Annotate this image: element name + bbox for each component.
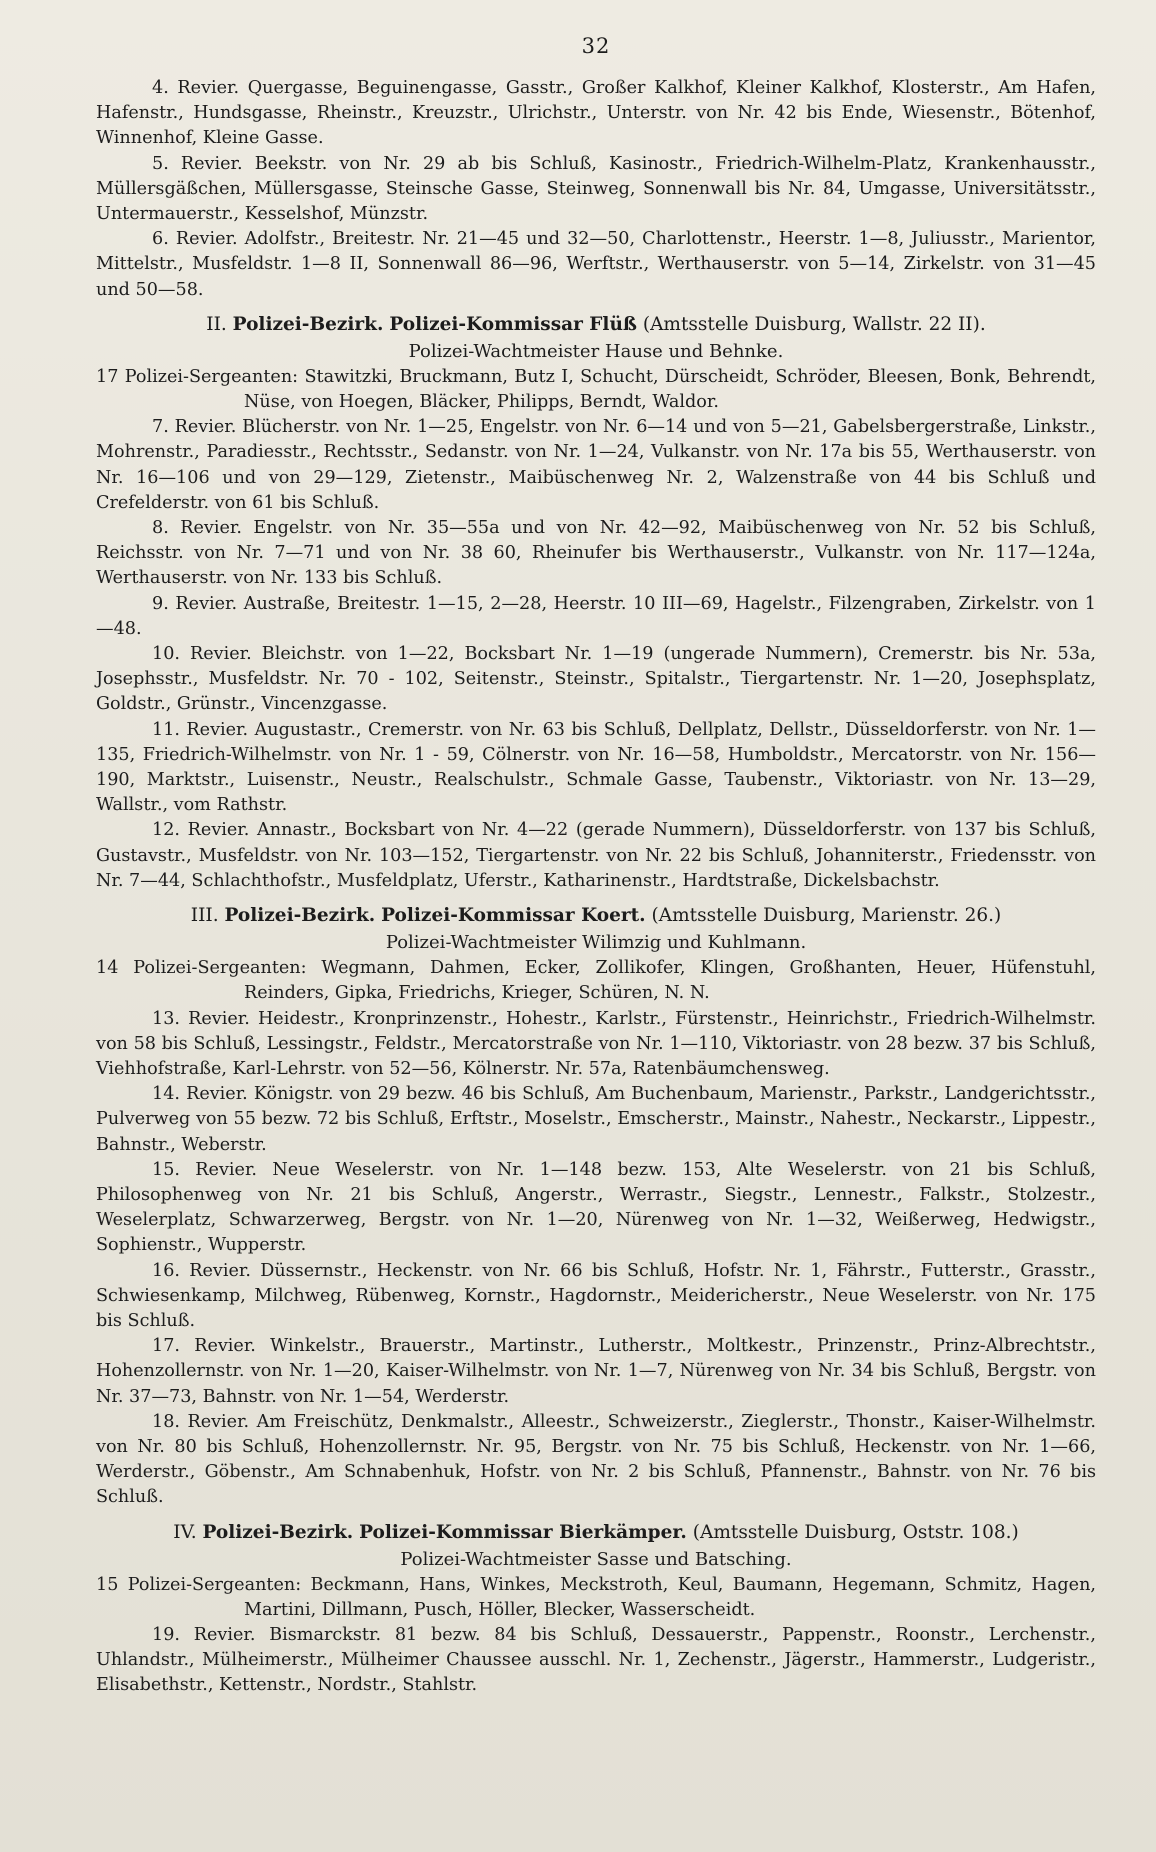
revier-4: 4. Revier. Quergasse, Beguinengasse, Gasstr., Großer Kalkhof, Kleiner Kalkhof, Klosterstr., Am Hafen, Hafenstr., Hundsgasse, Rheinstr., Kreuzstr., Ulrichstr., Unterstr. von Nr. 42 bis Ende, Wiesenstr., Bötenhof, Winnenhof, Kleine Gasse. (96, 78, 1096, 149)
revier-16: 16. Revier. Düssernstr., Heckenstr. von Nr. 66 bis Schluß, Hofstr. Nr. 1, Fährstr., Futterstr., Grasstr., Schwiesenkamp, Milchweg, Rübenweg, Kornstr., Hagdornstr., Meidericherstr., Neue Weselerstr. von Nr. 175 bis Schluß. (96, 1260, 1096, 1331)
revier-8: 8. Revier. Engelstr. von Nr. 35—55a und von Nr. 42—92, Maibüschenweg von Nr. 52 bis Schluß, Reichsstr. von Nr. 7—71 und von Nr. 38 60, Rheinufer bis Werthauserstr., Vulkanstr. von Nr. 117—124a, Werthauserstr. von Nr. 133 bis Schluß. (96, 518, 1096, 589)
bezirk-3-sergeanten: 14 Polizei-Sergeanten: Wegmann, Dahmen, Ecker, Zollikofer, Klingen, Großhanten, Heuer, Hüfenstuhl, Reinders, Gipka, Friedrichs, Krieger, Schüren, N. N. (96, 958, 1096, 1004)
bezirk-3-number: III. (190, 905, 219, 927)
bezirk-2-number: II. (206, 313, 227, 335)
bezirk-3-amtsstelle: (Amtsstelle Duisburg, Marienstr. 26.) (651, 905, 1002, 927)
bezirk-4-number: IV. (173, 1521, 197, 1543)
bezirk-3-title: Polizei-Bezirk. (224, 905, 376, 927)
revier-13: 13. Revier. Heidestr., Kronprinzenstr., Hohestr., Karlstr., Fürstenstr., Heinrichstr., Friedrich-Wilhelmstr. von 58 bis Schluß, Lessingstr., Feldstr., Mercatorstraße von Nr. 1—110, Viktoriastr. von 28 bezw. 37 bis Schluß, Viehhofstraße, Karl-Lehrstr. von 52—56, Kölnerstr. Nr. 57a, Ratenbäumchensweg. (96, 1008, 1096, 1079)
revier-5: 5. Revier. Beekstr. von Nr. 29 ab bis Schluß, Kasinostr., Friedrich-Wilhelm-Platz, Krankenhausstr., Müllersgäßchen, Müllersgasse, Steinsche Gasse, Steinweg, Sonnenwall bis Nr. 84, Umgasse, Universitätsstr., Untermauerstr., Kesselshof, Münzstr. (96, 153, 1096, 225)
bezirk-4-title: Polizei-Bezirk. (202, 1521, 354, 1543)
revier-7: 7. Revier. Blücherstr. von Nr. 1—25, Engelstr. von Nr. 6—14 und von 5—21, Gabelsbergerstraße, Linkstr., Mohrenstr., Paradiesstr., Rechtsstr., Sedanstr. von Nr. 1—24, Vulkanstr. von Nr. 17a bis 55, Werthauserstr. von Nr. 16—106 und von 29—129, Zietenstr., Maibüschenweg Nr. 2, Walzenstraße von 44 bis Schluß und Crefelderstr. von 61 bis Schluß. (96, 417, 1096, 513)
bezirk-2-wachtmeister: Polizei-Wachtmeister Hause und Behnke. (408, 340, 784, 362)
revier-19: 19. Revier. Bismarckstr. 81 bezw. 84 bis Schluß, Dessauerstr., Pappenstr., Roonstr., Lerchenstr., Uhlandstr., Mülheimerstr., Mülheimer Chaussee ausschl. Nr. 1, Zechenstr., Jägerstr., Hammerstr., Ludgeristr., Elisabethstr., Kettenstr., Nordstr., Stahlstr. (96, 1624, 1096, 1696)
bezirk-2-title: Polizei-Bezirk. (232, 313, 384, 335)
revier-12: 12. Revier. Annastr., Bocksbart von Nr. 4—22 (gerade Nummern), Düsseldorferstr. von 137 bis Schluß, Gustavstr., Musfeldstr. von Nr. 103—152, Tiergartenstr. von Nr. 22 bis Schluß, Johanniterstr., Friedensstr. von Nr. 7—44, Schlachthofstr., Musfeldplatz, Uferstr., Katharinenstr., Hardtstraße, Dickelsbachstr. (96, 820, 1096, 891)
revier-17: 17. Revier. Winkelstr., Brauerstr., Martinstr., Lutherstr., Moltkestr., Prinzenstr., Prinz-Albrechtstr., Hohenzollernstr. von Nr. 1—20, Kaiser-Wilhelmstr. von Nr. 1—7, Nürenweg von Nr. 34 bis Schluß, Bergstr. von Nr. 37—73, Bahnstr. von Nr. 1—54, Werderstr. (96, 1336, 1096, 1407)
revier-9: 9. Revier. Austraße, Breitestr. 1—15, 2—28, Heerstr. 10 III—69, Hagelstr., Filzengraben, Zirkelstr. von 1—48. (96, 593, 1096, 639)
bezirk-4-amtsstelle: (Amtsstelle Duisburg, Oststr. 108.) (692, 1521, 1019, 1543)
page-number: 32 (581, 34, 611, 58)
bezirk-4-kommissar: Polizei-Kommissar Bierkämper. (359, 1521, 687, 1543)
revier-14: 14. Revier. Königstr. von 29 bezw. 46 bis Schluß, Am Buchenbaum, Marienstr., Parkstr., Landgerichtsstr., Pulverweg von 55 bezw. 72 bis Schluß, Erftstr., Moselstr., Emscherstr., Mainstr., Nahestr., Neckarstr., Lippestr., Bahnstr., Weberstr. (96, 1084, 1096, 1155)
bezirk-2-sergeanten: 17 Polizei-Sergeanten: Stawitzki, Bruckmann, Butz I, Schucht, Dürscheidt, Schröder, Bleesen, Bonk, Behrendt, Nüse, von Hoegen, Bläcker, Philipps, Berndt, Waldor. (96, 366, 1096, 413)
bezirk-2-amtsstelle: (Amtsstelle Duisburg, Wallstr. 22 II). (642, 313, 986, 335)
revier-10: 10. Revier. Bleichstr. von 1—22, Bocksbart Nr. 1—19 (ungerade Nummern), Cremerstr. bis Nr. 53a, Josephsstr., Musfeldstr. Nr. 70 - 102, Seitenstr., Steinstr., Spitalstr., Tiergartenstr. Nr. 1—20, Josephsplatz, Goldstr., Grünstr., Vincenzgasse. (96, 644, 1096, 715)
bezirk-4-heading (96, 1519, 1096, 1547)
bezirk-4-wachtmeister: Polizei-Wachtmeister Sasse und Batsching. (400, 1548, 792, 1570)
revier-15: 15. Revier. Neue Weselerstr. von Nr. 1—148 bezw. 153, Alte Weselerstr. von 21 bis Schluß, Philosophenweg von Nr. 21 bis Schluß, Angerstr., Werrastr., Siegstr., Lennestr., Falkstr., Stolzestr., Weselerplatz, Schwarzerweg, Bergstr. von Nr. 1—20, Nürenweg von Nr. 1—32, Weißerweg, Hedwigstr., Sophienstr., Wupperstr. (96, 1159, 1096, 1256)
revier-11: 11. Revier. Augustastr., Cremerstr. von Nr. 63 bis Schluß, Dellplatz, Dellstr., Düsseldorferstr. von Nr. 1—135, Friedrich-Wilhelmstr. von Nr. 1 - 59, Cölnerstr. von Nr. 16—58, Humboldstr., Mercatorstr. von Nr. 156—190, Marktstr., Luisenstr., Neustr., Realschulstr., Schmale Gasse, Taubenstr., Viktoriastr. von Nr. 13—29, Wallstr., vom Rathstr. (96, 719, 1096, 816)
bezirk-3-heading (96, 902, 1096, 930)
bezirk-2-kommissar: Polizei-Kommissar Flüß (389, 313, 637, 335)
bezirk-4-sergeanten: 15 Polizei-Sergeanten: Beckmann, Hans, Winkes, Meckstroth, Keul, Baumann, Hegemann, Schmitz, Hagen, Martini, Dillmann, Pusch, Höller, Blecker, Wasserscheidt. (96, 1574, 1096, 1620)
bezirk-3-kommissar: Polizei-Kommissar Koert. (381, 905, 646, 927)
revier-6: 6. Revier. Adolfstr., Breitestr. Nr. 21—45 und 32—50, Charlottenstr., Heerstr. 1—8, Juliusstr., Marientor, Mittelstr., Musfeldstr. 1—8 II, Sonnenwall 86—96, Werftstr., Werthauserstr. von 5—14, Zirkelstr. von 31—45 und 50—58. (96, 229, 1096, 300)
revier-18: 18. Revier. Am Freischütz, Denkmalstr., Alleestr., Schweizerstr., Zieglerstr., Thonstr., Kaiser-Wilhelmstr. von Nr. 80 bis Schluß, Hohenzollernstr. Nr. 95, Bergstr. von Nr. 75 bis Schluß, Heckenstr. von Nr. 1—66, Werderstr., Göbenstr., Am Schnabenhuk, Hofstr. von Nr. 2 bis Schluß, Pfannenstr., Bahnstr. von Nr. 76 bis Schluß. (96, 1411, 1096, 1508)
bezirk-2-heading (96, 311, 1096, 339)
bezirk-3-wachtmeister: Polizei-Wachtmeister Wilimzig und Kuhlmann. (385, 932, 807, 954)
